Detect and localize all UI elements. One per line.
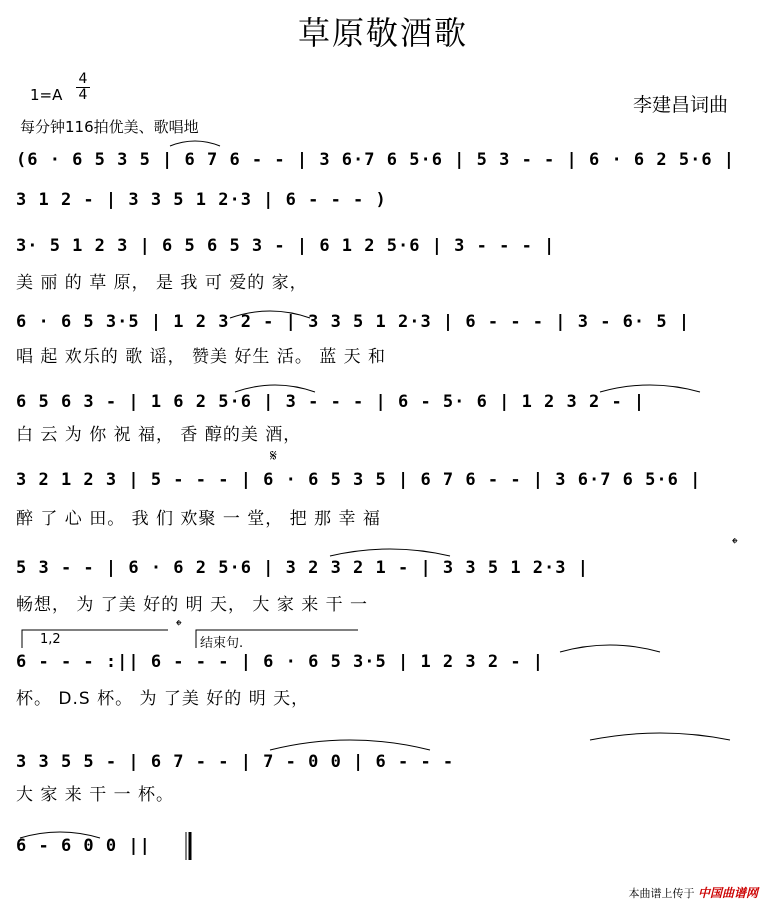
notation-line-4: 6 · 6 5 3·5 | 1 2 3 2 - | 3 3 5 1 2·3 | 6 - - - | 3 - 6· 5 |: [16, 312, 691, 332]
lyrics-line-5: 畅想， 为 了美 好的 明 天， 大 家 来 干 一: [16, 595, 369, 615]
footer-credit: [628, 884, 758, 901]
lyrics-line-6: 杯。 D.S 杯。 为 了美 好的 明 天，: [16, 689, 310, 709]
time-signature-top: 4: [78, 71, 88, 87]
notation-line-5: 6 5 6 3 - | 1 6 2 5·6 | 3 - - - | 6 - 5· 6 | 1 2 3 2 - |: [16, 392, 646, 412]
lyrics-line-4: 醉 了 心 田。 我 们 欢聚 一 堂， 把 那 幸 福: [16, 509, 381, 529]
notation-line-9: 3 3 5 5 - | 6 7 - - | 7 - 0 0 | 6 - - -: [16, 752, 455, 772]
lyrics-line-7: 大 家 来 干 一 杯。: [16, 785, 175, 805]
tempo-marking: 每分钟116拍优美、歌唱地: [20, 118, 199, 136]
volta-label: 1,2: [40, 632, 61, 647]
lyrics-line-1: 美 丽 的 草 原， 是 我 可 爱的 家，: [16, 273, 308, 293]
segno-mark: 𝄋: [270, 446, 277, 465]
page-title: 草原敬酒歌: [297, 14, 468, 52]
coda-mark: 𝄌: [176, 616, 182, 635]
notation-line-10: 6 - 6 0 0 ||: [16, 836, 151, 856]
site-logo[interactable]: 中国曲谱网: [697, 886, 758, 900]
notation-line-6: 3 2 1 2 3 | 5 - - - | 6 · 6 5 3 5 | 6 7 6 - - | 3 6·7 6 5·6 |: [16, 470, 702, 490]
key-signature: 1=A: [30, 86, 63, 104]
coda-mark-2: 𝄌: [732, 534, 738, 553]
author-credit: 李建昌词曲: [632, 94, 728, 116]
notation-line-7: 5 3 - - | 6 · 6 2 5·6 | 3 2 3 2 1 - | 3 3 5 1 2·3 |: [16, 558, 589, 578]
time-signature-bottom: 4: [78, 87, 88, 103]
notation-line-2: 3 1 2 - | 3 3 5 1 2·3 | 6 - - - ): [16, 190, 387, 210]
footer-text: 本曲谱上传于: [628, 887, 695, 900]
notation-line-1: (6 · 6 5 3 5 | 6 7 6 - - | 3 6·7 6 5·6 | 5 3 - - | 6 · 6 2 5·6 |: [16, 150, 736, 170]
lyrics-line-2: 唱 起 欢乐的 歌 谣， 赞美 好生 活。 蓝 天 和: [16, 347, 387, 367]
lyrics-line-3: 白 云 为 你 祝 福， 香 醇的美 酒，: [16, 425, 302, 445]
ending-label: 结束句.: [200, 636, 244, 651]
notation-line-3: 3· 5 1 2 3 | 6 5 6 5 3 - | 6 1 2 5·6 | 3 - - - |: [16, 236, 556, 256]
notation-line-8: 6 - - - :|| 6 - - - | 6 · 6 5 3·5 | 1 2 3 2 - |: [16, 652, 545, 672]
